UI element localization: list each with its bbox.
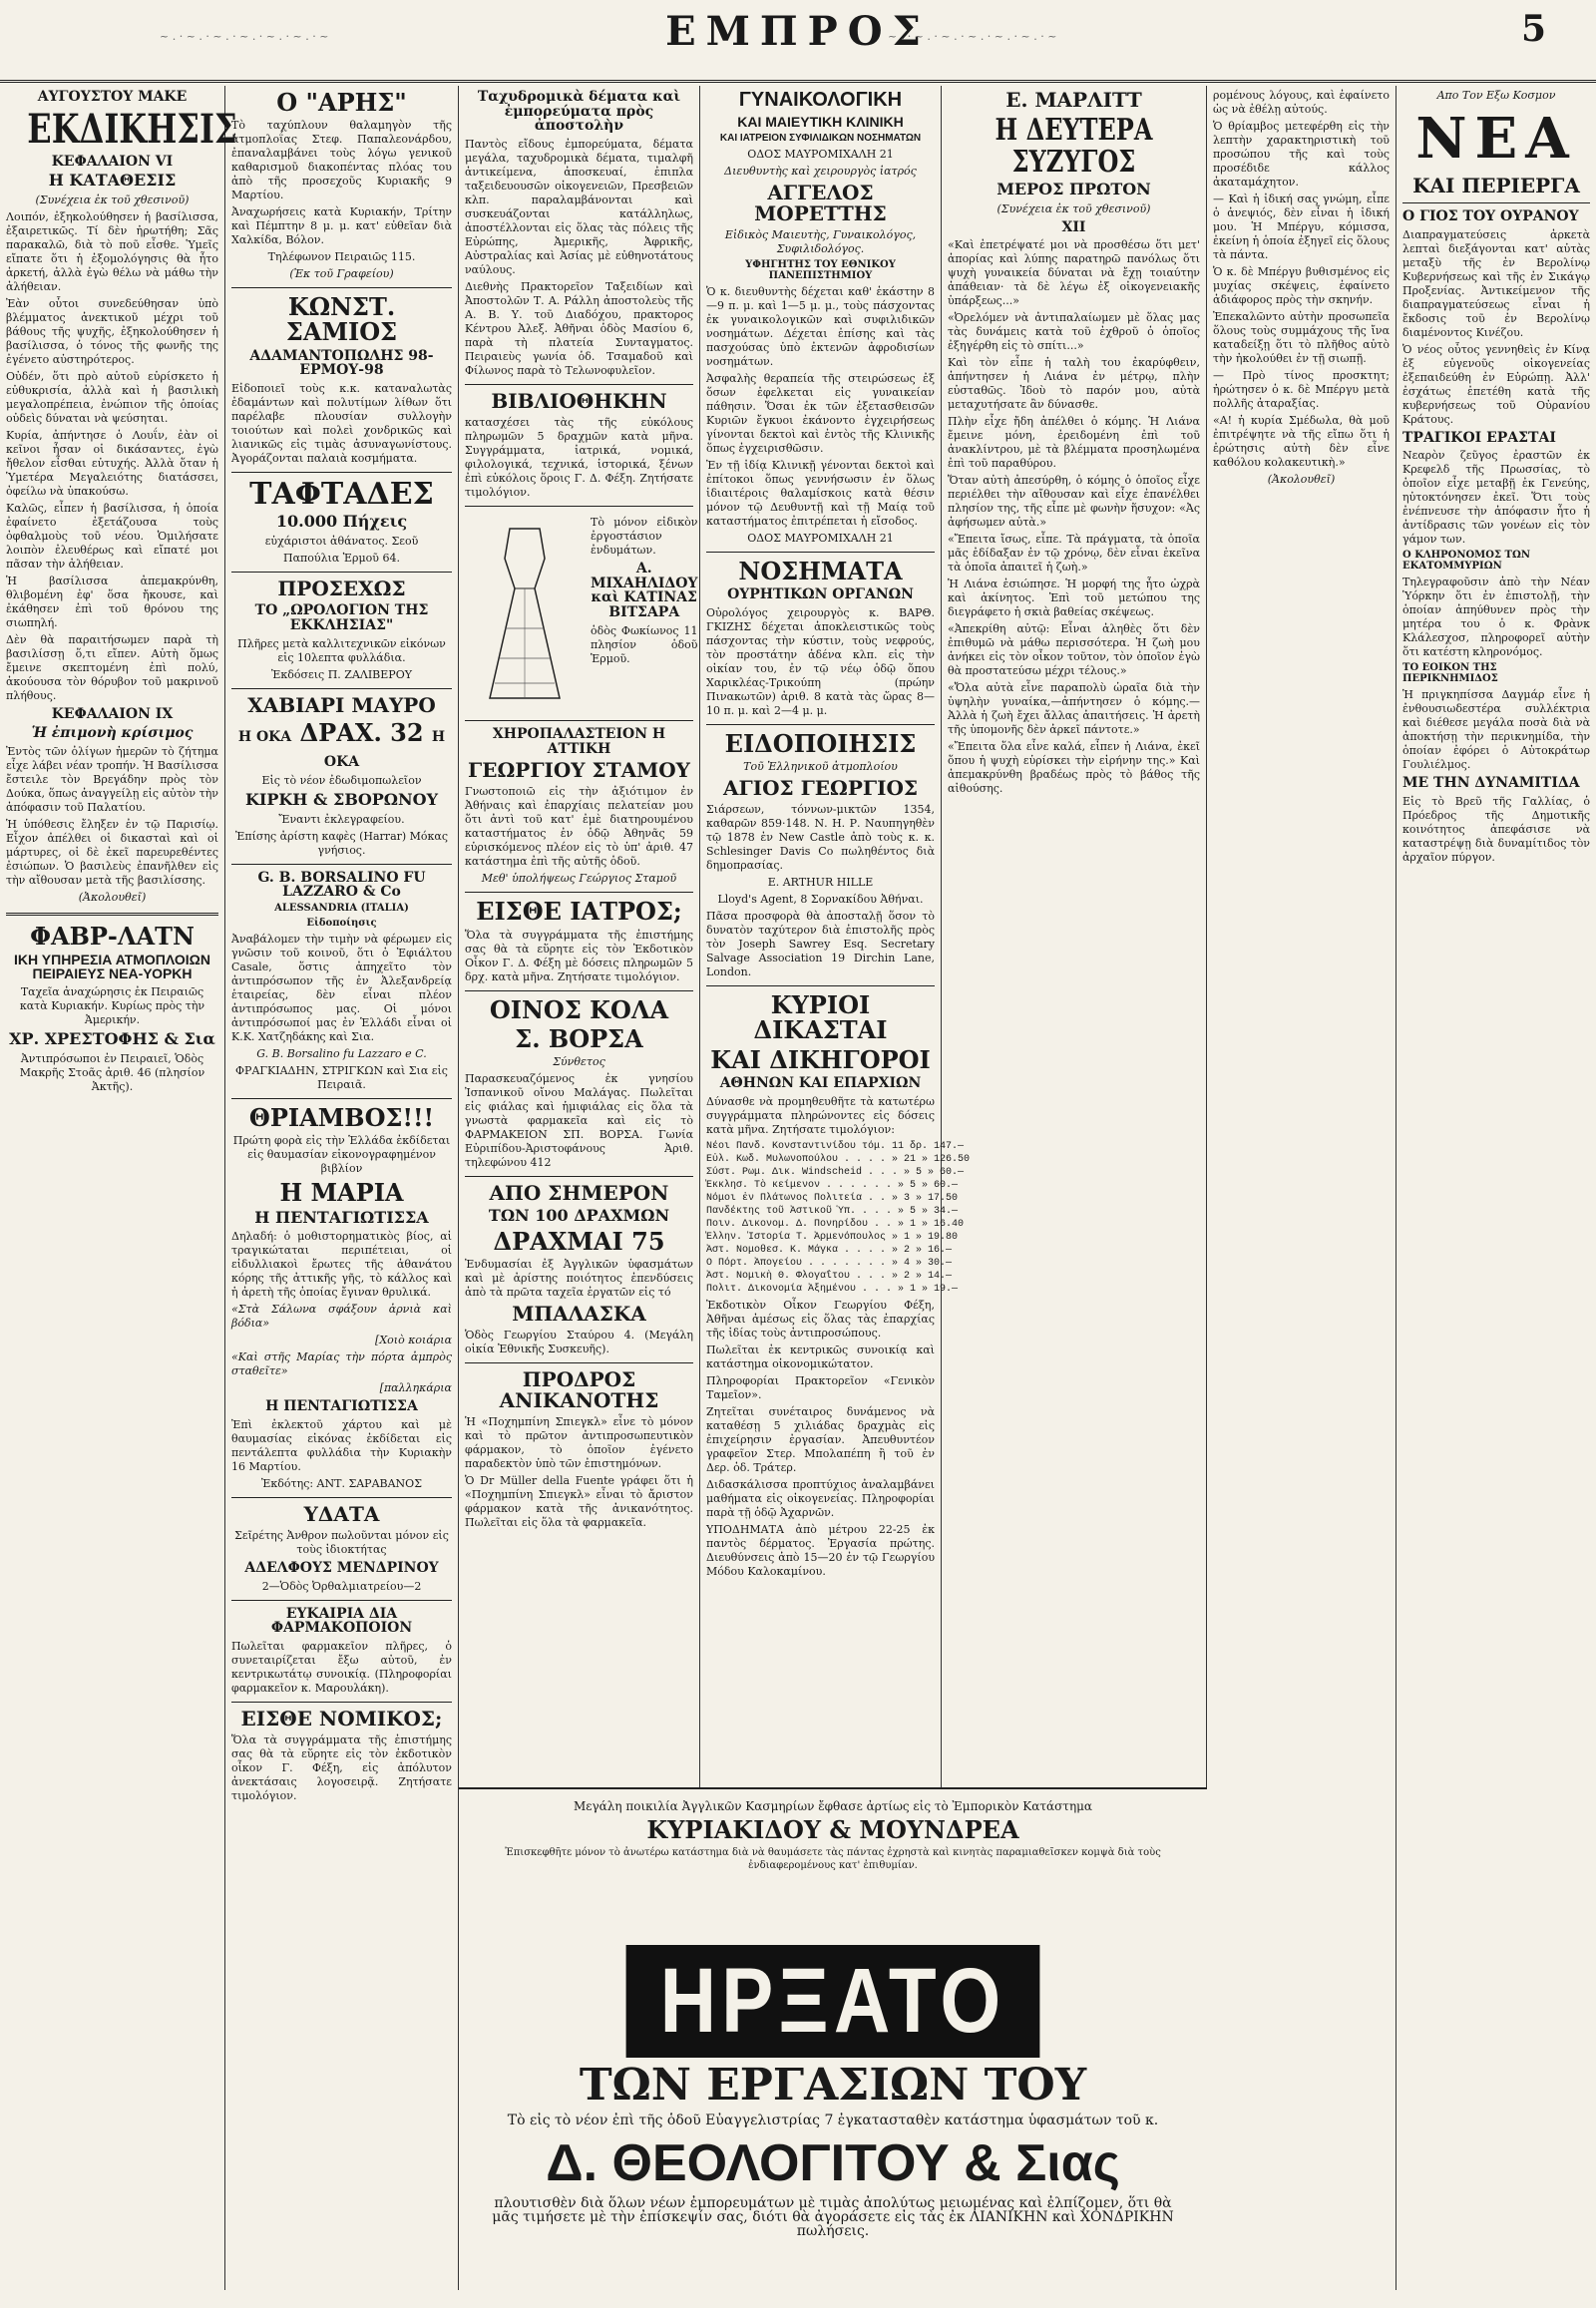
ad-subtitle: Εἰδοποίησις — [306, 917, 377, 929]
news-body: Ἡ πριγκηπίσσα Δαγμάρ εἶνε ἡ ἐνθουσιωδεστέρα συλλέκτρια καὶ διέθεσε μεγάλα ποσὰ διὰ νὰ ἀποκτήσῃ τὴν περικνημίδα, τὴν ὁποίαν ἐφόρει ὁ Αὐτοκράτωρ Γουλιέλμος. — [1402, 688, 1590, 772]
ad-quote-src: [παλληκάρια — [379, 1381, 452, 1395]
dress-illustration — [465, 519, 585, 708]
ad-text: Γνωστοποιῶ εἰς τὴν ἀξιότιμον ἐν Ἀθήναις καὶ ἐπαρχίαις πελατείαν μου ὅτι ἀντὶ τοῦ κατ' ἐμὲ διατηρουμένου καταστήματος ἐν ὁδῷ Ἀθηνᾶς 59 εὑρισκόμενος πλέον εἰς τὸ ὑπ' ἀριθ. 47 κατάστημα ἐπὶ τῆς αὐτῆς ὁδοῦ. — [465, 785, 693, 869]
ad-title: ΧΑΒΙΑΡΙ ΜΑΥΡΟ — [247, 692, 436, 717]
newspaper-title: ΕΜΠΡΟΣ — [665, 8, 931, 55]
ad-agent: ΧΡ. ΧΡΕΣΤΟΦΗΣ & Σια — [9, 1029, 215, 1049]
ad-title: ΠΡΟΔΡΟΣ ΑΝΙΚΑΝΟΤΗΣ — [499, 1366, 659, 1412]
ad-text: 2—Ὁδὸς Ὀρθαλμιατρείου—2 — [261, 1579, 422, 1593]
ad-signature: Μεθ' ὑπολήψεως Γεώργιος Σταμοῦ — [481, 872, 677, 886]
news-body: Ὁ νέος οὗτος γεννηθεὶς ἐν Κίνᾳ ἐξ εὐγενοῦς οἰκογενείας ἐξεπαιδεύθη ἐν Εὐρώπῃ. Ἀλλ' ἐσχάτως ἐπετέθη κατὰ τῆς κυβερνήσεως τοῦ Οὐρανίου Κράτους. — [1402, 342, 1590, 426]
section-title: ΝΕΑ — [1415, 106, 1577, 172]
paragraph: Κυρία, ἀπήντησε ὁ Λουΐν, ἐὰν οἱ κεῖνοι ἦσαν οἱ δικάσαντες, ἐγὼ ἤθελον εἶσθαι εὐτυχής. Ἀλλὰ ὅταν ἡ Ὑμετέρα Μεγαλειότης διατάσσει, ὀφείλω νὰ ὑπακούσω. — [6, 429, 218, 499]
ad-title: ΕΥΚΑΙΡΙΑ ΔΙΑ ΦΑΡΜΑΚΟΠΟΙΟΝ — [270, 1605, 413, 1637]
chapter-heading: ΚΕΦΑΛΑΙΟΝ IX — [51, 706, 174, 723]
ad-text: Παντὸς εἴδους ἐμπορεύματα, δέματα μεγάλα, ταχυδρομικὰ δέματα, τιμαλφῆ ἀντικείμενα, ἀποσκευαί, ἐπιπλα ταξειδευουσῶν οἰκογενειῶν, Πρεσβειῶν κλπ. παραλαμβάνονται καὶ συσκευάζονται κατάλληλως, ἀποστέλλονται εἰς ὅλας τὰς πόλεις τῆς Εὐρώπης, Ἀμερικῆς, Ἀφρικῆς, Αὐστραλίας καὶ Ἀσίας μὲ εὐθηνοτάτους ναύλους. — [465, 138, 693, 277]
serial-title: Η ΔΕΥΤΕΡΑ ΣΥΖΥΓΟΣ — [995, 113, 1153, 180]
ad-text: Σιάρσεων, τόννων-μικτῶν 1354, καθαρῶν 859·148. Ν. Η. Ρ. Ναυπηγηθὲν τῷ 1878 ἐν New Castle ἀπὸ τοὺς κ. κ. Schlesinger Davis Co πωληθέντος διὰ δημοπρασίας. — [706, 803, 935, 873]
serial-part: ΜΕΡΟΣ ΠΡΩΤΟΝ — [997, 180, 1151, 198]
column-serial-end — [1207, 86, 1396, 2290]
news-body: Νεαρὸν ζεῦγος ἐραστῶν ἐκ Κρεφελδ τῆς Πρωσσίας, τὸ ὁποῖον εἶχε μεταβῇ ἐκ Γενεύης, ηὐτοκτόνησεν ἐκεῖ. Ὅτι τοὺς ἐνέπνευσε τὴν ἀπόφασιν ἦτο ἡ ἀντίδρασις τῶν γονέων εἰς τὸν γάμον των. — [1402, 449, 1590, 547]
paragraph: «Καὶ ἐπετρέψατέ μοι νὰ προσθέσω ὅτι μετ' ἀπορίας καὶ λύπης παρατηρῶ πανόλως ὅτι ψυχὴ γυναικεία δύναται νὰ ἔχῃ τοιαύτην ἀπάθειαν· τὰ δὲ λέγω ἐξ οἰκογενειακῆς ὑπάρξεως...» — [948, 238, 1200, 308]
ad-title: G. B. BORSALINO FU LAZZARO & Co — [257, 869, 426, 901]
ad-subtitle: ALESSANDRIA (ITALIA) — [274, 903, 409, 915]
ad-title: ΘΡΙΑΜΒΟΣ!!! — [248, 1103, 435, 1133]
ad-text: Δύνασθε νὰ προμηθευθῆτε τὰ κατωτέρω συγγράμματα πληρώνοντες εἰς δόσεις κατὰ μῆνα. Ζητήσατε τιμολόγιον: — [706, 1094, 935, 1136]
ad-text: Ἐκδοτικὸν Οἶκον Γεωργίου Φέξη, Ἀθῆναι ἀμέσως εἰς ὅλας τὰς ἐπαρχίας τῆς ἰδίας τοὺς ἀντιπροσώπους. — [706, 1298, 935, 1340]
paragraph: «Ἀπεκρίθη αὐτῷ: Εἶναι ἀληθὲς ὅτι δὲν ἐπιθυμῶ νὰ μάθω περισσότερα. Ἡ ζωὴ μου ἀνήκει εἰς τὸν οἶκον τοῦτον, τὸν ὁποῖον ἐγὼ θὰ προστατεύσω μέχρι τέλους.» — [948, 622, 1200, 678]
bottom-advertisement — [459, 1787, 1207, 2308]
paragraph: Ἡ ὑπόθεσις ἔληξεν ἐν τῷ Παρισίῳ. Εἶχον ἀπέλθει οἱ δικασταὶ καὶ οἱ μάρτυρες, οἱ δὲ ἐκεῖ παρευρεθέντες ἐσιώπων. Ὁ βασιλεὺς ἐπανῆλθεν εἰς τὴν αἴθουσαν μετὰ τῆς βασιλίσσης. — [6, 817, 218, 887]
ad-text: Εἰδικὸς Μαιευτὴς, Γυναικολόγος, Συφιλιδολόγος. — [724, 228, 917, 256]
chapter-heading: ΚΕΦΑΛΑΙΟΝ VI — [51, 153, 174, 170]
ad-subtitle: ΤΟ „ΩΡΟΛΟΓΙΟΝ ΤΗΣ ΕΚΚΛΗΣΙΑΣ" — [254, 602, 429, 633]
paragraph: «Ὀρελόμεν νὰ ἀντιπαλαίωμεν μὲ ὅλας μας τὰς δυνάμεις κατὰ τοῦ ἐχθροῦ ὁ ὁποῖος ἐξηγέρθη εἰς τὸ σπίτι...» — [948, 311, 1200, 353]
paragraph: Ἐντὸς τῶν ὀλίγων ἡμερῶν τὸ ζήτημα εἶχε λάβει νέαν τροπήν. Ἡ Βασίλισσα ἔστειλε τὸν Βρεγάδην πρὸς τὸν Δούκα, ὅπως ἀναγγείλῃ εἰς αὐτὸν τὴν ἀπόφασιν τοῦ Παλατίου. — [6, 744, 218, 814]
column-news — [1396, 86, 1596, 2290]
ad-title: ΥΔΑΤΑ — [303, 1502, 380, 1527]
book-price-list: Νέοι Πανδ. Κονσταντινίδου τόμ. 11 δρ. 147.— Εὐλ. Κωδ. Μυλωνοπούλου . . . . » 21 » 126.50 Σύστ. Ρωμ. Δικ. Windscheid . . . » 5 » 60.— Ἐκκλησ. Τὸ κείμενον . . . . . . » 5 » 60.— Νόμοι ἐν Πλάτωνος Πολιτεία . . » 3 » 17.50 Πανδέκτης τοῦ Ἀστικοῦ Ὑπ. . . . » 5 » 34.— Ποιν. Δικονομ. Δ. Πονηρίδου . . » 1 » 16.40 Ἐλλην. Ἰστορία Τ. Ἀρμενόπουλος » 1 » 19.80 Ἀστ. Νομοθεσ. Κ. Μάγκα . . . . » 2 » 16.— Ο Πόρτ. Ἀπογείου . . . . . . . » 4 » 30.— Ἀστ. Νομικὴ Θ. Φλογαΐτου . . . » 2 » 14.— Πολιτ. Δικονομία Ἀξημένου . . . » 1 » 19.— — [706, 1140, 971, 1295]
ad-text: Πᾶσα προσφορὰ θὰ ἀποσταλῇ ὅσον τὸ δυνατὸν ταχύτερον διὰ ἐπιστολῆς πρὸς τὸν Joseph Sawrey Esq. Secretary Salvage Association 19 Dirchin Lane, London. — [706, 910, 935, 979]
ad-text: Οὐρολόγος χειρουργὸς κ. ΒΑΡΘ. ΓΚΙΖΗΣ δέχεται ἀποκλειστικῶς τοὺς πάσχοντας τὴν κύστιν, τοὺς νεφρούς, τὸν προστάτην ἀδένα κλπ. εἰς τὴν οἰκίαν του, ἐν τῷ νέῳ ὁδῷ ὅπου Χαρικλέας-Τρικούπη (πρώην Πινακωτῶν) ἀριθ. 8 κατὰ τὰς ὥρας 8—10 π. μ. καὶ 2—4 μ. μ. — [706, 606, 935, 718]
ad-title: ΒΙΒΛΙΟΘΗΚΗΝ — [491, 389, 667, 414]
ad-title: ΤΑΦΤΑΔΕΣ — [249, 476, 434, 512]
serial-title: ΕΚΔΙΚΗΣΙΣ — [27, 105, 237, 153]
ad-headline: ΗΡΞΑΤΟ — [626, 1945, 1040, 2058]
ad-title: ΝΟΣΗΜΑΤΑ — [738, 557, 903, 586]
ad-address: ΟΔΟΣ ΜΑΥΡΟΜΙΧΑΛΗ 21 — [747, 532, 894, 546]
ad-text: Τὸ ταχύπλουν θαλαμηγὸν τῆς ἀτμοπλοΐας Στεφ. Παπαλεονάρδου, ἐπαναλαμβάνει τοὺς λόγω γενικοῦ καθαρισμοῦ διακοπέντας πλόας του ἀπὸ τῆς προσεχοῦς Κυριακῆς 9 Μαρτίου. — [231, 119, 452, 202]
ad-subtitle: ΚΑΙ ΜΑΙΕΥΤΙΚΗ ΚΛΙΝΙΚΗ — [737, 114, 904, 130]
ad-text: κατασχέσει τὰς τῆς εὐκόλους πληρωμῶν 5 δραχμῶν κατὰ μῆνα. Συγγράμματα, ἰατρικά, νομικά, φιλολογικά, τεχνικά, ἱστορικά, ξένων ἐπὶ εὐκόλοις ὅροις Γ. Δ. Φέξη. Ζητήσατε τιμολόγιον. — [465, 416, 693, 500]
paragraph: Ἡ βασίλισσα ἀπεμακρύνθη, θλιβομένη ἐφ' ὅσα ἤκουσε, καὶ ἐκάθησεν ἐπὶ τοῦ θρόνου της σιωπηλή. — [6, 575, 218, 630]
ad-text: ὁδὸς Φωκίωνος 11 πλησίον ὁδοῦ Ἑρμοῦ. — [591, 623, 698, 665]
ad-text: Ἐκδόσεις Π. ΖΑΛΙΒΕΡΟΥ — [271, 667, 412, 681]
ad-book-title: Η ΠΕΝΤΑΓΙΩΤΙΣΣΑ — [254, 1207, 429, 1227]
news-headline: ΤΟ ΕΟΙΚΟΝ ΤΗΣ ΠΕΡΙΚΝΗΜΙΔΟΣ — [1402, 662, 1498, 684]
ad-text: Ἐπὶ ἐκλεκτοῦ χάρτου καὶ μὲ θαυμασίας εἰκόνας ἐκδίδεται εἰς πεντάλεπτα φυλλάδια τὴν Κυριακὴν 16 Μαρτίου. — [231, 1418, 452, 1474]
section-kicker: Απο Τον Εξω Κοσμον — [1436, 89, 1556, 102]
ad-quote: «Καὶ στῆς Μαρίας τὴν πόρτα ἀμπρὸς σταθεῖτε» — [231, 1350, 452, 1378]
ad-text: Ὅλα τὰ συγγράμματα τῆς ἐπιστήμης σας θὰ τὰ εὕρητε εἰς τὸν Ἐκδοτικὸν Οἶκον Γ. Δ. Φέξη μὲ δόσεις πληρωμῶν 5 δρχ. κατὰ μῆνα. Ζητήσατε τιμολόγιον. — [465, 928, 693, 983]
paragraph: ρομένους λόγους, καὶ ἐφαίνετο ὡς νὰ ἐθέλῃ αὐτούς. — [1213, 89, 1390, 116]
continued-note: (Συνέχεια ἐκ τοῦ χθεσινοῦ) — [997, 201, 1151, 215]
paragraph: — Καὶ ἡ ἰδική σας γνώμη, εἶπε ὁ ἀνεψιός, δὲν εἶναι ἡ ἰδική μου. Ἡ Μπέργυ, κόμισσα, ἐκείνη ἡ ὁποία ἐξηγεῖ εἰς ὅλους τὰ πάντα. — [1213, 192, 1390, 261]
ad-text: Δηλαδή: ὁ μοθιστορηματικὸς βίος, αἱ τραγικώταται περιπέτειαι, οἱ εἰδυλλιακοὶ ἔρωτες τῆς ἀθανάτου κόρης τῆς ἀττικῆς γῆς, τὸ κάλλος καὶ ἡ ἀρετὴ τῆς ὁποίας ἔγιναν θρυλικά. — [231, 1230, 452, 1300]
ad-title: ΑΠΟ ΣΗΜΕΡΟΝ — [489, 1181, 669, 1205]
ad-title: ΚΩΝΣΤ. ΣΑΜΙΟΣ — [285, 292, 398, 347]
corset-ad — [465, 513, 698, 714]
ad-text: Διδασκάλισσα προπτύχιος ἀναλαμβάνει μαθήματα εἰς οἰκογενείας. Πληροφορίαι παρὰ τῇ ὁδῷ Ἀχαρνῶν. — [706, 1477, 935, 1519]
masthead-left-ornament: ~ . · ~ . · ~ . · ~ . · ~ . · ~ . · ~ — [160, 30, 329, 43]
ad-text: Μεγάλη ποικιλία Ἀγγλικῶν Κασμηρίων ἔφθασε ἀρτίως εἰς τὸ Ἐμπορικὸν Κατάστημα — [573, 1799, 1093, 1813]
ad-signature: G. B. Borsalino fu Lazzaro e C. — [256, 1047, 427, 1061]
news-headline: ΜΕ ΤΗΝ ΔΥΝΑΜΙΤΙΔΑ — [1402, 775, 1580, 792]
ad-shop: ΓΕΩΡΓΙΟΥ ΣΤΑΜΟΥ — [468, 758, 690, 783]
ad-subtitle: ΚΑΙ ΙΑΤΡΕΙΟΝ ΣΥΦΙΛΙΔΙΚΩΝ ΝΟΣΗΜΑΤΩΝ — [719, 132, 922, 144]
ad-text: Διεθνὴς Πρακτορεῖον Ταξειδίων καὶ Ἀποστολῶν Τ. Α. Ράλλη ἀποστολεὺς τῆς Α. Β. Υ. τοῦ Διαδόχου, πρακτορος Κέντρου Ἀλεξ. Ἀθῆναι ὁδὸς Μασίου 6, παρὰ τὴ πλατεία Συνταγματος. Πειραιεὺς γωνία ὁδ. Τσαμαδοῦ καὶ Φίλωνος παρὰ τὸ Τελωνοφυλεῖον. — [465, 280, 693, 378]
news-headline: ΤΡΑΓΙΚΟΙ ΕΡΑΣΤΑΙ — [1402, 429, 1556, 446]
column-ads-1 — [225, 86, 459, 2290]
ad-signature: (Ἐκ τοῦ Γραφείου) — [289, 267, 394, 281]
ad-subtitle: ΑΔΑΜΑΝΤΟΠΩΛΗΣ 98-ΕΡΜΟΥ-98 — [249, 347, 434, 379]
paragraph: Ὁ κ. δὲ Μπέργυ βυθισμένος εἰς μυχίας σκέψεις, ἐφαίνετο ἀδιάφορος πρὸς τὴν σκηνήν. — [1213, 265, 1390, 306]
chapter-heading: XII — [1061, 218, 1086, 235]
paragraph: Καλῶς, εἶπεν ἡ βασίλισσα, ἡ ὁποία ἐφαίνετο ἐξετάζουσα τοὺς ὀφθαλμοὺς τοῦ νέου. Ὁμιλήσατε λοιπὸν ἐλευθέρως καὶ εἴπατέ μοι πᾶσαν τὴν ἀλήθειαν. — [6, 502, 218, 572]
ad-text: ΥΠΟΔΗΜΑΤΑ ἀπὸ μέτρου 22-25 ἐκ παντὸς δέρματος. Ἐργασία πρώτης. Διευθύνσεις ἀπὸ 15—20 ἐν τῷ Γεωργίου Μόδου Καλοκαμίνου. — [706, 1522, 935, 1578]
ad-brand: Σ. ΒΟΡΣΑ — [515, 1023, 643, 1053]
ad-subtitle: ΙΚΗ ΥΠΗΡΕΣΙΑ ΑΤΜΟΠΛΟΙΩΝ ΠΕΙΡΑΙΕΥΣ ΝΕΑ-ΥΟΡΚΗ — [14, 951, 210, 982]
chapter-title: Η ΚΑΤΑΘΕΣΙΣ — [48, 171, 177, 191]
ad-text: Πλῆρες μετὰ καλλιτεχνικῶν εἰκόνων εἰς 10λεπτα φυλλάδια. — [237, 636, 446, 664]
ad-text: Ταχεῖα ἀναχώρησις ἐκ Πειραιῶς κατὰ Κυριακήν. Κυρίως πρὸς τὴν Ἀμερικήν. — [19, 985, 205, 1027]
paragraph: «Ἔπειτα ὅλα εἶνε καλά, εἶπεν ἡ Λιάνα, ἐκεῖ ὅπου ἡ ψυχὴ εὑρίσκει τὴν εἰρήνην της.» Καὶ ἀπεμακρύνθη βραδέως πρὸς τὸ βάθος τῆς αἰθούσης. — [948, 740, 1200, 796]
ad-title: ΕΙΣΘΕ ΙΑΤΡΟΣ; — [476, 897, 682, 927]
serial-author: Ε. ΜΑΡΛΙΤΤ — [1005, 88, 1142, 112]
continued-note: (Ἀκολουθεῖ) — [1267, 473, 1336, 486]
ad-title: ΕΙΣΘΕ ΝΟΜΙΚΟΣ; — [240, 1707, 443, 1731]
ad-text: Ἔναντι ἐκλεγραφείου. — [278, 812, 405, 826]
ad-text: Τὸ εἰς τὸ νέον ἐπὶ τῆς ὁδοῦ Εὐαγγελιστρίας 7 ἐγκατασταθὲν κατάστημα ὑφασμάτων τοῦ κ. — [507, 2113, 1159, 2129]
ad-subtitle: ΥΦΗΓΗΤΗΣ ΤΟΥ ΕΘΝΙΚΟΥ ΠΑΝΕΠΙΣΤΗΜΙΟΥ — [745, 259, 896, 281]
news-body: Διαπραγματεύσεις ἀρκετὰ λεπταὶ διεξάγονται κατ' αὐτὰς μεταξὺ τῆς ἐν Βερολίνῳ Κυβερνήσεως καὶ τῆς ἐν Σικάγῳ Προξενίας. Ἀντικείμενον τῆς διαπραγματεύσεως εἶναι ἡ ἔκδοσις τοῦ ἐν Βερολίνῳ διαμένοντος Κινέζου. — [1402, 227, 1590, 339]
ad-subtitle: ΚΑΙ ΔΙΚΗΓΟΡΟΙ — [710, 1044, 931, 1074]
ad-text: Παρασκευαζόμενος ἐκ γνησίου Ἰσπανικοῦ οἴνου Μαλάγας. Πωλεῖται εἰς φιάλας καὶ ἡμιφιάλας εἰς ὅλα τὰ γνωστὰ φαρμακεῖα καὶ εἰς τὸ ΦΑΡΜΑΚΕΙΟΝ ΣΠ. ΒΟΡΣΑ. Γωνία Εὐριπίδου-Ἀριστοφάνους Ἀριθ. τηλεφώνου 412 — [465, 1072, 693, 1169]
paragraph: Ἐὰν οὗτοι συνεδεύθησαν ὑπὸ βλέμματος ἀνεκτικοῦ μέχρι τοῦ βάθους τῆς ψυχῆς, ἐξηκολούθησεν ἡ βασίλισσα, ὁ τόνος τῆς φωνῆς της ἐγένετο αὐστηρότερος. — [6, 297, 218, 367]
column-serial-ekdikisis — [0, 86, 237, 2290]
paragraph: Ὅταν αὐτὴ ἀπεσύρθη, ὁ κόμης ὁ ὁποῖος εἶχε περιέλθει τὴν αἴθουσαν καὶ εἶχε ἐπανέλθει πλησίον της, τῆς εἶπε μὲ φωνὴν ἥσυχον: «Ἀς ἀφήσωμεν αὐτὰ.» — [948, 474, 1200, 530]
page-number: 5 — [1520, 8, 1546, 50]
ad-text: Εἰς τὸ νέον ἐδωδιμοπωλεῖον — [261, 773, 422, 787]
ad-book-title: Η ΠΕΝΤΑΓΙΩΤΙΣΣΑ — [265, 1398, 418, 1415]
ad-shop: ΚΥΡΙΑΚΙΔΟΥ & ΜΟΥΝΔΡΕΑ — [646, 1815, 1019, 1844]
ad-price — [231, 717, 452, 770]
ad-subtitle: Τοῦ Ἑλληνικοῦ ἀτμοπλοίου — [743, 760, 898, 774]
paragraph: Καὶ τὸν εἶπε ἡ ταλὴ του ἐκαρύφθειν, ἀπήντησεν ἡ Λιάνα ἐν μέτρῳ, πλὴν εὐσταθῶς. Ἰδοὺ τὸ παρόν μου, αὐτὰ μεταχυτήσατε ἂν δύνασθε. — [948, 356, 1200, 412]
ad-text: εὐχάριστοι ἀθάνατος. Σεοῦ — [264, 535, 419, 549]
paragraph: — Πρὸ τίνος προσκτητ; ἠρώτησεν ὁ κ. δὲ Μπέργυ μετὰ πολλῆς ἀταραξίας. — [1213, 369, 1390, 410]
ad-subtitle: ΤΩΝ 100 ΔΡΑΧΜΩΝ — [488, 1206, 670, 1225]
masthead-right-ornament: ~ . · ~ . · ~ . · ~ . · ~ . · ~ . · ~ — [888, 30, 1057, 43]
ad-text: Ἀντιπρόσωποι ἐν Πειραιεῖ, Ὁδὸς Μακρῆς Στοᾶς ἀριθ. 46 (πλησίον Ἀκτῆς). — [19, 1051, 205, 1093]
ad-text: Παπούλια Ἑρμοῦ 64. — [283, 552, 400, 566]
ad-text: Ἐνδυμασίαι ἐξ Ἀγγλικῶν ὑφασμάτων καὶ μὲ ἀρίστης ποιότητος ἐπενδύσεις ἀπὸ τὰ πρῶτα ταχεῖα ἐργατῶν εἰς τό — [465, 1257, 693, 1299]
masthead — [0, 0, 1596, 83]
ad-text: Ὅλα τὰ συγγράμματα τῆς ἐπιστήμης σας θὰ τὰ εὕρητε εἰς τὸν ἐκδοτικὸν οἶκον Γ. Φέξη, εἰς ἀπόλυτον ἀνεκτάσαις λογοσειρᾷ. Ζητήσατε τιμολόγιον. — [231, 1733, 452, 1803]
ad-shop: Α. ΜΙΧΑΗΛΙΔΟΥ καὶ ΚΑΤΙΝΑΣ ΒΙΤΣΑΡΑ — [591, 561, 698, 621]
ad-text: Ἐπίσης ἀρίστη καφὲς (Harrar) Μόκας γνήσιος. — [234, 829, 449, 857]
ad-subtitle: Σύνθετος — [553, 1055, 605, 1068]
ad-address: ΟΔΟΣ ΜΑΥΡΟΜΙΧΑΛΗ 21 — [747, 148, 894, 162]
ad-signature: E. ARTHUR HILLE — [767, 876, 874, 890]
price-unit: Η ΟΚΑ — [323, 728, 446, 770]
ship-name: ΑΓΙΟΣ ΓΕΩΡΓΙΟΣ — [723, 776, 918, 801]
paragraph: Ἐπεκαλῶντο αὐτὴν προσωπεῖα ὅλους τοὺς συμμάχους τῆς ἴνα καταδείξῃ ὅτι τὸ πλῆθος αὐτὸ τὴν ἠκολούθει ἐν τῇ σιωπῇ. — [1213, 310, 1390, 365]
price-unit: Η ΟΚΑ — [237, 728, 292, 745]
continued-note: (Ἀκολουθεῖ) — [78, 890, 147, 904]
ad-text: Ὁ Dr Müller della Fuente γράφει ὅτι ἡ «Ποχημπίνη Σπιεγκλ» εἶναι τὸ ἄριστον φάρμακον κατὰ τῆς ἀνικανότητος. Πωλεῖται εἰς ὅλα τὰ φαρμακεῖα. — [465, 1473, 693, 1529]
ad-title: ΧΗΡΟΠΑΛΑΣΤΕΙΟΝ Η ΑΤΤΙΚΗ — [492, 726, 666, 757]
ad-quote-src: [Χοιὸ κοιάρια — [375, 1334, 452, 1347]
ad-shop-name: Δ. ΘΕΟΛΟΓΙΤΟΥ & Σιας — [546, 2134, 1120, 2193]
ad-title: Ο "ΑΡΗΣ" — [276, 88, 407, 117]
ad-price: ΔΡΑΧΜΑΙ 75 — [493, 1226, 665, 1256]
ad-text: Πωλεῖται ἐκ κεντρικῶς συνοικίᾳ καὶ κατάστημα οἰκονομικώτατον. — [706, 1343, 935, 1370]
ad-quote: «Στὰ Σάλωνα σφάξουν ἀρνιὰ καὶ βόδια» — [231, 1303, 452, 1331]
continued-note: (Συνέχεια ἐκ τοῦ χθεσινοῦ) — [35, 193, 190, 207]
ad-text: Ἀσφαλὴς θεραπεία τῆς στειρώσεως ἐξ ὅσων ἐφελκεται εἰς γυναικείαν πάθησιν. Ὅσαι ἐκ τῶν ἐξετασθεισῶν Κυριῶν ἔγκυοι ἐκάνοντο ἐγχειρήσεως γίνονται δεκτοὶ καὶ ἐντὸς τῆς Κλινικῆς ὅπως ἐγχειρισθῶσιν. — [706, 372, 935, 456]
ad-title: Ταχυδρομικὰ δέματα καὶ ἐμπορεύματα πρὸς ἀποστολὴν — [477, 89, 681, 135]
news-headline: Ο ΓΙΟΣ ΤΟΥ ΟΥΡΑΝΟΥ — [1402, 208, 1579, 224]
ad-subtitle: ΟΥΡΗΤΙΚΩΝ ΟΡΓΑΝΩΝ — [727, 586, 914, 603]
ad-text: Τηλέφωνον Πειραιῶς 115. — [267, 250, 416, 264]
ad-book-title: Η ΜΑΡΙΑ — [279, 1178, 404, 1208]
ad-text: Ὁδὸς Γεωργίου Σταύρου 4. (Μεγάλη οἰκία Ἐθνικῆς Συσκευῆς). — [465, 1328, 693, 1355]
news-body: Εἰς τὸ Βρεῦ τῆς Γαλλίας, ὁ Πρόεδρος τῆς Δημοτικῆς κοινότητος ἀπεφάσισε νὰ καταστρέψῃ διὰ δυναμίτιδος τὸν ἀρχαῖον πύργον. — [1402, 795, 1590, 865]
paragraph: Πλὴν εἶχε ἤδη ἀπέλθει ὁ κόμης. Ἡ Λιάνα ἔμεινε μόνη, ἐρειδομένη ἐπὶ τοῦ ἀνακλίντρου, μὲ τὰ βλέμματα προσηλωμένα ἐπὶ τοῦ παραθύρου. — [948, 415, 1200, 471]
ad-subtitle: ΑΘΗΝΩΝ ΚΑΙ ΕΠΑΡΧΙΩΝ — [719, 1074, 922, 1091]
paragraph: Οὐδέν, ὅτι πρὸ αὐτοῦ εὑρίσκετο ἡ εὐθυκρισία, ἀλλὰ καὶ ἡ βασιλικὴ μεγαλοπρέπεια, ἐνώπιον τῆς ὁποίας οὐδεὶς δύναται νὰ ψεύσηται. — [6, 370, 218, 426]
ad-shop: ΚΙΡΚΗ & ΣΒΟΡΩΝΟΥ — [244, 789, 439, 809]
ad-text: Σεῖρέτης Ἀνθρον πωλοῦνται μόνον εἰς τοὺς ἰδιοκτήτας — [234, 1529, 449, 1557]
news-body: Τηλεγραφοῦσιν ἀπὸ τὴν Νέαν Ὑόρκην ὅτι ἐν ἐπιστολῇ, τὴν ὁποίαν ἀπηύθυνεν πρὸς τὴν μητέρα του ὁ κ. Φρὰνκ Κλάλεσχοσ, πληροφορεῖ αὐτὴν ὅτι κατέστη κληρονόμος. — [1402, 576, 1590, 659]
ad-price: 10.000 Πήχεις — [275, 512, 408, 532]
ad-text: Πληροφορίαι Πρακτορεῖον «Γενικὸν Ταμεῖον». — [706, 1373, 935, 1401]
paragraph: Λοιπόν, ἐξηκολούθησεν ἡ βασίλισσα, ἐξαιρετικῶς. Τί δὲν ἠρωτήθη; Σᾶς παρακαλῶ, διὰ τὸ ποῦ εἶσθε. Ὑμεῖς εἴπατε ὅτι ἡ ἐξομολόγησις θὰ ἦτο ἀρκετή, ἀλλὰ ἐγὼ θέλω νὰ μάθω τὴν ἀλήθειαν. — [6, 210, 218, 294]
ad-title: ΠΡΟΣΕΧΩΣ — [277, 577, 406, 601]
ad-text: Ἐν τῇ ἰδίᾳ Κλινικῇ γένονται δεκτοὶ καὶ ἐπίτοκοι ὅπως γεννήσωσιν ἐν ὅλως ἰδιαιτέροις θαλαμίσκοις κατὰ θέσιν μόνον τῷ Δευθυντῇ καὶ τῇ Μαίᾳ τοῦ καταστήματος ἐπιτρέπεται ἡ εἴσοδος. — [706, 459, 935, 529]
paragraph: Ἡ Λιάνα ἐσιώπησε. Ἡ μορφή της ἦτο ὠχρὰ καὶ ἀκίνητος. Ἐπὶ τοῦ μετώπου της διεγράφετο ἡ σκιὰ βαθείας σκέψεως. — [948, 577, 1200, 619]
ad-text: Ἐπισκεφθῆτε μόνον τὸ ἀνωτέρω κατάστημα διὰ νὰ θαυμάσετε τὰς πάντας ἐχρηστὰ καὶ κινητὰς παραμιαθεῖσκεν κομψὰ διὰ τοὺς ἐνδιαφερομένους κατ' ἐπιθυμίαν. — [505, 1847, 1161, 1872]
ad-text: Διευθυντὴς καὶ χειρουργὸς ἰατρός — [724, 165, 917, 179]
ad-title: ΕΙΔΟΠΟΙΗΣΙΣ — [724, 729, 917, 759]
ad-text: Ὁ κ. διευθυντὴς δέχεται καθ' ἑκάστην 8—9 π. μ. καὶ 1—5 μ. μ., τοὺς πάσχοντας ἐκ γυναικολογικῶν καὶ συφιλιδικῶν νοσημάτων. Δέχεται ἐπίσης καὶ τὰς πασχούσας ὑπὸ ἐκτενῶν ἀφροδισίων νοσημάτων. — [706, 285, 935, 369]
paragraph: «Α! ἡ κυρία Σμέδωλα, θὰ μοῦ ἐπιτρέψητε νὰ τῆς εἴπω ὅτι ἡ ἐρώτησις αὐτὴ δὲν εἶνε καθόλου κολακευτικὴ.» — [1213, 414, 1390, 469]
ad-title: ΟΙΝΟΣ ΚΟΛΑ — [489, 994, 669, 1024]
price-value: ΔΡΑΧ. 32 — [299, 717, 424, 747]
ad-text: Πρώτη φορὰ εἰς τὴν Ἑλλάδα ἐκδίδεται εἰς θαυμασίαν εἰκονογραφημένον βιβλίον — [232, 1134, 451, 1176]
ad-title: ΓΥΝΑΙΚΟΛΟΓΙΚΗ — [738, 89, 903, 111]
ad-text: Πωλεῖται φαρμακεῖον πλῆρες, ὁ συνεταιρίζεται ἔξω αὐτοῦ, ἐν κεντρικωτάτῳ συνοικίᾳ. (Πληροφορίαι φαρμακεῖον κ. Μαρουλάκη). — [231, 1640, 452, 1696]
ad-text: Ζητεῖται συνέταιρος δυνάμενος νὰ καταθέσῃ 5 χιλιάδας δραχμὰς εἰς ἐπιχείρησιν ἐργασίαν. Ἀπευθυντέον γραφεῖον Στερ. Μπολαπέπη ἢ τοῦ ἐν Δερ. ὁδ. Τράτερ. — [706, 1404, 935, 1474]
section-subtitle: ΚΑΙ ΠΕΡΙΕΡΓΑ — [1412, 174, 1580, 197]
paragraph: «Ὄλα αὐτὰ εἶνε παραπολὺ ὡραῖα διὰ τὴν ὑψηλὴν γυναίκα,—ἀπήντησεν ὁ κόμης.—Ἀλλὰ ἡ ζωὴ ἔχει ἄλλας ἀπαιτήσεις. Ἡ ἀρετὴ τῆς ὑπομονῆς δὲν ἀρκεῖ πάντοτε.» — [948, 681, 1200, 737]
ad-subheadline: ΤΩΝ ΕΡΓΑΣΙΩΝ ΤΟΥ — [579, 2060, 1087, 2112]
ad-text: ΦΡΑΓΚΙΑΔΗΝ, ΣΤΡΙΓΚΩΝ καὶ Σια εἰς Πειραιᾶ. — [235, 1064, 448, 1092]
ad-text: πλουτισθὲν διὰ ὅλων νέων ἐμπορευμάτων μὲ τιμὰς ἀπολύτως μειωμένας καὶ ἐλπίζομεν, ὅτι θὰ μᾶς τιμήσετε μὲ τὴν ἐπίσκεψίν σας, διότι θὰ ἀγοράσετε εἰς τὰς ἐκ ΛΙΑΝΙΚΗΝ καὶ ΧΟΝΔΡΙΚΗΝ πωλήσεις. — [492, 2195, 1174, 2240]
ad-text: Ἡ «Ποχημπίνη Σπιεγκλ» εἶνε τὸ μόνον καὶ τὸ πρῶτον ἀντιπροσωπευτικὸν φάρμακον, τὸ ὁποῖον ἐγένετο παραδεκτὸν ὑπὸ τῶν ἐπιστημόνων. — [465, 1414, 693, 1470]
paragraph: Δὲν θὰ παραιτήσωμεν παρὰ τὴ βασιλίσσῃ ὅ,τι εἴπεν. Αὐτὴ ὅμως ἔμεινε σκεπτομένη ἐπὶ πολύ, ἀκούουσα τὸν θόρυβον τοῦ μακρινοῦ πλήθους. — [6, 633, 218, 703]
ad-title: ΦΑΒΡ-ΛΑΤΝ — [30, 921, 195, 951]
doctor-name: ΑΓΓΕΛΟΣ ΜΟΡΕΤΤΗΣ — [754, 181, 887, 226]
news-headline: Ο ΚΛΗΡΟΝΟΜΟΣ ΤΩΝ ΕΚΑΤΟΜΜΥΡΙΩΝ — [1402, 550, 1530, 572]
ad-shop: ΜΠΑΛΑΣΚΑ — [512, 1301, 646, 1326]
ad-text: Εἰδοποιεῖ τοὺς κ.κ. καταναλωτὰς ἐδαμάντων καὶ πολυτίμων λίθων ὅτι παρέλαβε πλουσίαν συλλογὴν τοιούτων καὶ πολεὶ χονδρικῶς καὶ λιανικῶς εἰς τιμὰς ἀσυναγωνίστους. Ἀγοράζονται παλαιὰ κοσμήματα. — [231, 381, 452, 465]
ad-text: Ἐκδότης: ΑΝΤ. ΣΑΡΑΒΑΝΟΣ — [261, 1477, 422, 1491]
paragraph: Ὁ θρίαμβος μετεφέρθη εἰς τὴν λεπτὴν χαρακτηριστικὴ τοῦ προσώπου τῆς καὶ τοὺς προσέδιδε κάλλος ἀκαταμάχητον. — [1213, 120, 1390, 189]
chapter-title: Ἡ ἐπιμονὴ κρίσιμος — [31, 724, 194, 741]
ad-text: Lloyd's Agent, 8 Σορνακίδου Ἀθήναι. — [717, 893, 924, 907]
ad-shop: ΑΔΕΛΦΟΥΣ ΜΕΝΔΡΙΝΟΥ — [244, 1560, 439, 1577]
ad-text: Ἀναχωρήσεις κατὰ Κυριακήν, Τρίτην καὶ Πέμπτην 8 μ. μ. κατ' εὐθεῖαν διὰ Χαλκίδα, Βόλον. — [231, 205, 452, 247]
ad-text: Ἀναβάλομεν τὴν τιμὴν νὰ φέρωμεν εἰς γνῶσιν τοῦ κοινοῦ, ὅτι ὁ Ἐφιάλτου Casale, ὅστις ἀπηχεῖτο τὸν ἀντιπρόσωπον τῆς ἐν Ἀλεξανδρείᾳ ἑταιρείας, δὲν εἶναι πλέον ἀντιπρόσωπος μας. Οἱ μόνοι ἀντιπρόσωποί μας ἐν Ἑλλάδι εἶναι οἱ Κ.Κ. Χατζηδάκης καὶ Σια. — [231, 933, 452, 1044]
paragraph: «Ἔπειτα ἴσως, εἶπε. Τὰ πράγματα, τὰ ὁποῖα μᾶς ἐδίδαξαν ἐν τῷ χρόνῳ, δὲν εἶναι ἐκεῖνα τὰ ὁποῖα ἀπαιτεῖ ἡ ζωὴ.» — [948, 533, 1200, 575]
ad-text: Τὸ μόνον εἰδικὸν ἐργοστάσιον ἐνδυμάτων. — [591, 516, 698, 558]
ad-title: ΚΥΡΙΟΙ ΔΙΚΑΣΤΑΙ — [753, 990, 888, 1045]
serial-author: ΑΥΓΟΥΣΤΟΥ ΜΑΚΕ — [37, 89, 188, 105]
